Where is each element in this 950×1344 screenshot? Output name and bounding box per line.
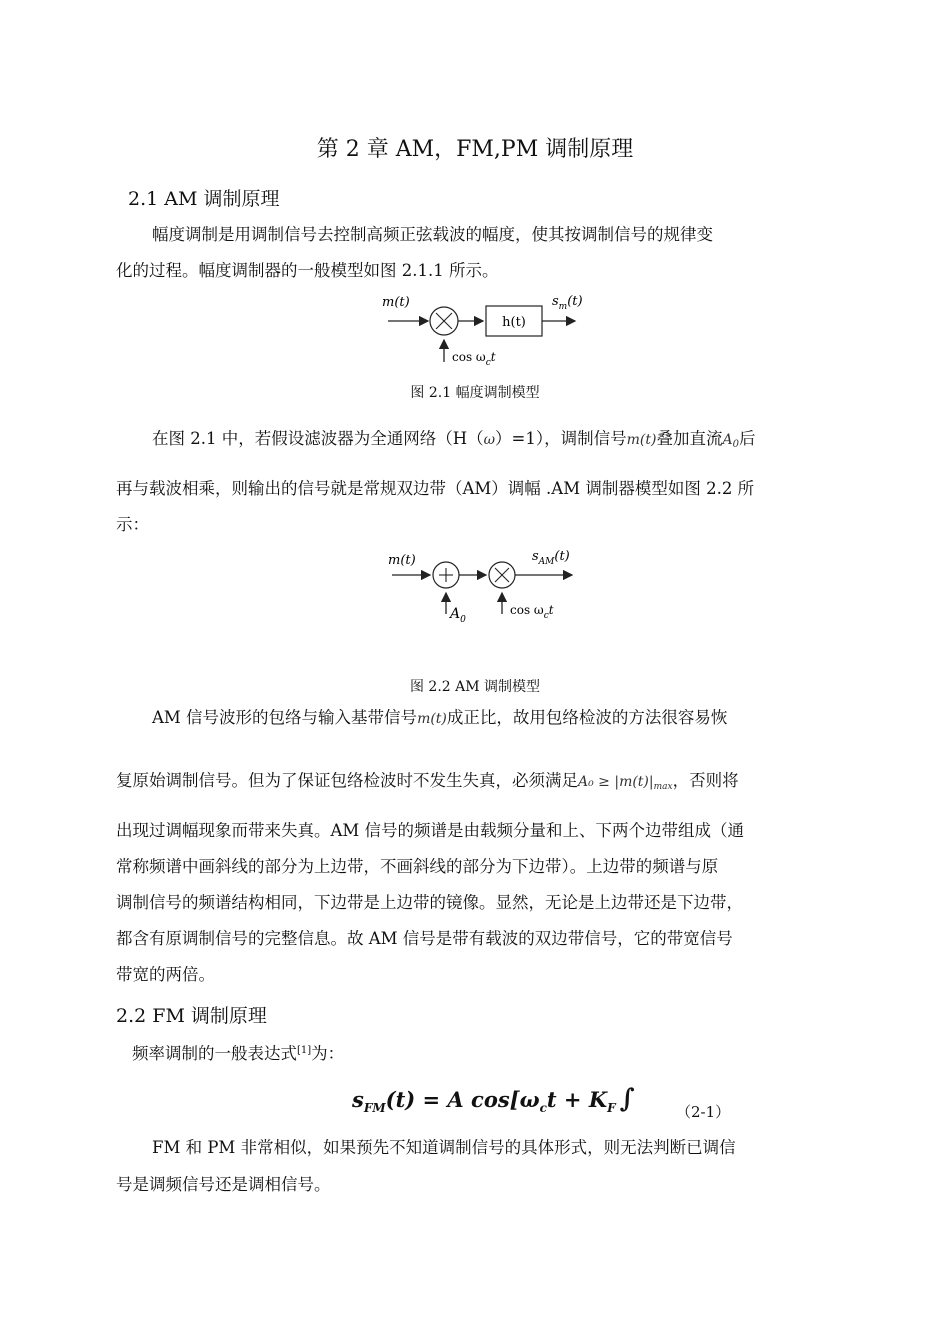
figure-am-modulator-model: [384, 544, 594, 628]
paragraph-envelope-line1: AM 信号波形的包络与输入基带信号m(t)成正比，故用包络检波的方法很容易恢: [152, 708, 728, 727]
section-2-2-heading: 2.2 FM 调制原理: [116, 1005, 267, 1027]
fig1-block-label: h(t): [502, 315, 526, 330]
figure-2-1-caption: 图 2.1 幅度调制模型: [410, 385, 540, 401]
paragraph-fm-expression-intro: 频率调制的一般表达式[1]为：: [132, 1044, 345, 1063]
figure-2-2-caption: 图 2.2 AM 调制模型: [409, 679, 541, 695]
fig2-dc-label: $A_0$: [450, 606, 466, 625]
chapter-title: 第 2 章 AM，FM,PM 调制原理: [316, 137, 634, 162]
paragraph-fig21-line2: 再与载波相乘，则输出的信号就是常规双边带（AM）调幅 .AM 调制器模型如图 2.2 所: [116, 479, 755, 498]
fig2-carrier-label: $\cos \omega_ct$: [510, 603, 554, 621]
equation-number: （2-1）: [676, 1103, 731, 1121]
paragraph-envelope-rest-2: 常称频谱中画斜线的部分为上边带，不画斜线的部分为下边带）。上边带的频谱与原: [116, 857, 719, 876]
paragraph-envelope-rest-5: 带宽的两倍。: [116, 965, 215, 984]
paragraph-am-intro-line2: 化的过程。幅度调制器的一般模型如图 2.1.1 所示。: [116, 261, 499, 280]
fig1-output-label: $s_m(t)$: [552, 294, 583, 312]
paragraph-fm-pm-line1: FM 和 PM 非常相似，如果预先不知道调制信号的具体形式，则无法判断已调信: [152, 1138, 736, 1157]
figure-am-general-model: [370, 288, 600, 370]
section-2-1-heading: 2.1 AM 调制原理: [128, 188, 280, 210]
paragraph-fig21-line1: 在图 2.1 中，若假设滤波器为全通网络（H（ω）=1），调制信号m(t)叠加直流$A_0$后: [152, 429, 756, 450]
paragraph-fig21-line3: 示：: [116, 515, 149, 534]
fig1-carrier-label: $\cos \omega_ct$: [452, 350, 496, 368]
fig2-output-label: $s_{AM}(t)$: [532, 549, 570, 567]
equation-2-1: $s_{FM}(t) = A$ $\cos[\omega_ct + K_F$ ∫: [352, 1084, 635, 1115]
paragraph-envelope-line2: 复原始调制信号。但为了保证包络检波时不发生失真，必须满足$A_0 \ge |m(t)|_{max}$，否则将: [116, 771, 739, 792]
paragraph-am-intro-line1: 幅度调制是用调制信号去控制高频正弦载波的幅度，使其按调制信号的规律变: [152, 225, 713, 244]
paragraph-fm-pm-line2: 号是调频信号还是调相信号。: [116, 1175, 331, 1194]
paragraph-envelope-rest-4: 都含有原调制信号的完整信息。故 AM 信号是带有载波的双边带信号，它的带宽信号: [116, 929, 733, 948]
fig1-input-label: m(t): [382, 295, 410, 310]
fig2-input-label: m(t): [388, 553, 416, 568]
paragraph-envelope-rest-1: 出现过调幅现象而带来失真。AM 信号的频谱是由载频分量和上、下两个边带组成（通: [116, 821, 745, 840]
paragraph-envelope-rest-3: 调制信号的频谱结构相同，下边带是上边带的镜像。显然，无论是上边带还是下边带，: [116, 893, 743, 912]
